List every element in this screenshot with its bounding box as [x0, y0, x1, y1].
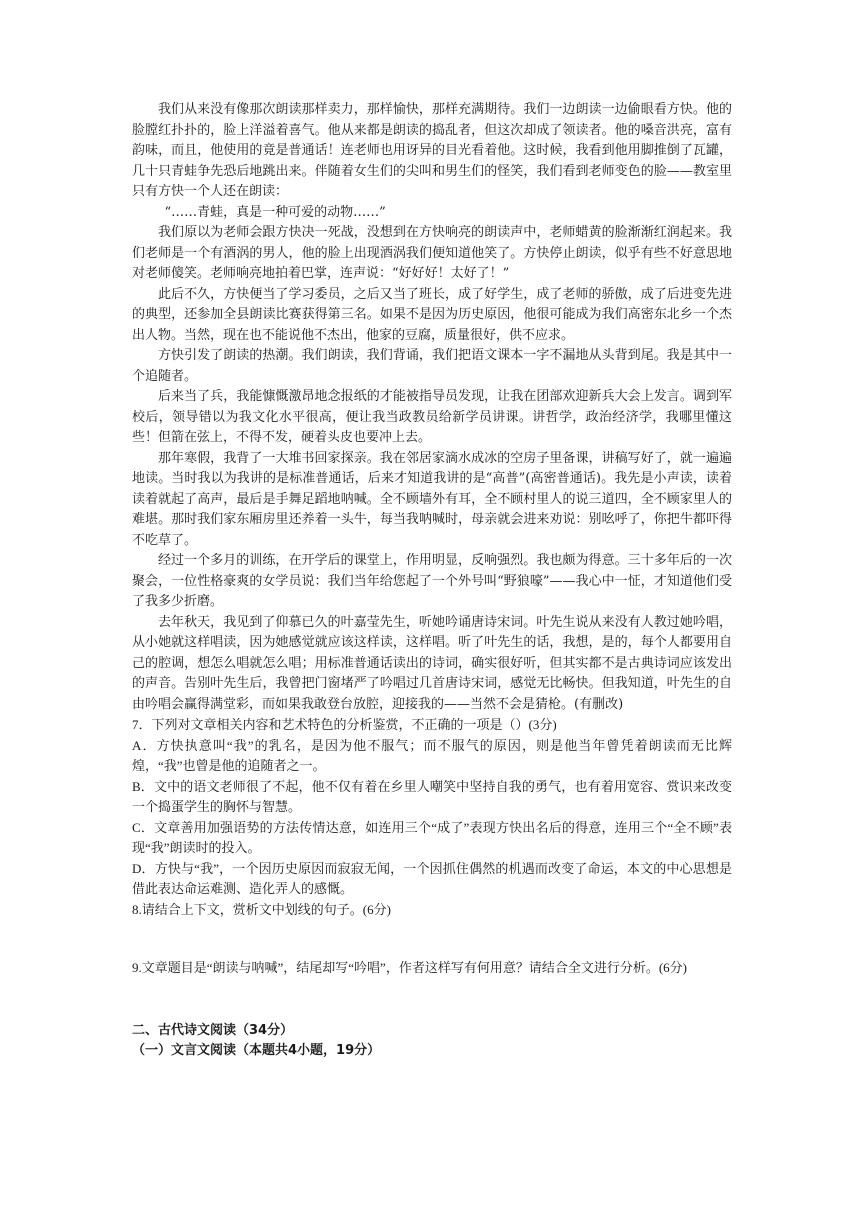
passage-paragraph: 后来当了兵，我能慷慨激昂地念报纸的才能被指导员发现，让我在团部欢迎新兵大会上发言。调到军校后，领导错以为我文化水平很高，便让我当政教员给新学员讲课。讲哲学，政治经济学，我哪里懂这些！但箭在弦上，不得不发，硬着头皮也要冲上去。	[132, 389, 732, 445]
question-7-option-a: A．方快执意叫“我”的乳名，是因为他不服气；而不服气的原因，则是他当年曾凭着朗读而无比辉煌，“我”也曾是他的追随者之一。	[132, 737, 732, 773]
question-7-option-c: C．文章善用加强语势的方法传情达意，如连用三个“成了”表现方快出名后的得意，连用三个“全不顾”表现“我”朗读时的投入。	[132, 819, 732, 855]
answer-space-q9	[132, 979, 732, 1021]
question-7-option-d: D．方快与“我”，一个因历史原因而寂寂无闻，一个因抓住偶然的机遇而改变了命运，本文的中心思想是借此表达命运难测、造化弄人的感慨。	[132, 860, 732, 896]
passage-paragraph: 经过一个多月的训练，在开学后的课堂上，作用明显，反响强烈。我也颇为得意。三十多年后的一次聚会，一位性格豪爽的女学员说：我们当年给您起了一个外号叫“野狼嚎”——我心中一怔，才知道他们受了我多少折磨。	[132, 553, 732, 609]
subsection-heading: （一）文言文阅读（本题共4小题，19分）	[132, 1043, 381, 1058]
question-9: 9.文章题目是“朗读与呐喊”，结尾却写“吟唱”，作者这样写有何用意？请结合全文进行分析。(6分)	[132, 960, 687, 975]
passage-paragraph: 我们从来没有像那次朗读那样卖力，那样愉快，那样充满期待。我们一边朗读一边偷眼看方快。他的脸膛红扑扑的，脸上洋溢着喜气。他从来都是朗读的捣乱者，但这次却成了领读者。他的嗓音洪亮，富有韵味，而且，他使用的竟是普通话！连老师也用讶异的目光看着他。这时候，我看到他用脚推倒了瓦罐，几十只青蛙争先恐后地跳出来。伴随着女生们的尖叫和男生们的怪笑，我们看到老师变色的脸——教室里只有方快一个人还在朗读：	[132, 102, 732, 199]
answer-space-q8	[132, 920, 732, 958]
question-7-option-b: B．文中的语文老师很了不起，他不仅有着在乡里人嘲笑中坚持自我的勇气，也有着用宽容、赏识来改变一个捣蛋学生的胸怀与智慧。	[132, 778, 732, 814]
question-7-stem: 7．下列对文章相关内容和艺术特色的分析鉴赏，不正确的一项是（）(3分)	[132, 717, 557, 732]
passage-paragraph: 我们原以为老师会跟方快决一死战，没想到在方快响亮的朗读声中，老师蜡黄的脸渐渐红润起来。我们老师是一个有酒涡的男人，他的脸上出现酒涡我们便知道他笑了。方快停止朗读，似乎有些不好意思地对老师傻笑。老师响亮地拍着巴掌，连声说：“好好好！太好了！”	[132, 225, 732, 281]
passage-paragraph: 方快引发了朗读的热潮。我们朗读，我们背诵，我们把语文课本一字不漏地从头背到尾。我是其中一个追随者。	[132, 348, 732, 384]
section-heading: 二、古代诗文阅读（34分）	[132, 1022, 294, 1038]
question-8: 8.请结合上下文，赏析文中划线的句子。(6分)	[132, 901, 391, 917]
passage-paragraph: 此后不久，方快便当了学习委员，之后又当了班长，成了好学生，成了老师的骄傲，成了后进变先进的典型，还参加全县朗读比赛获得第三名。如果不是因为历史原因，他很可能成为我们高密东北乡一个杰出人物。当然，现在也不能说他不杰出，他家的豆腐，质量很好，供不应求。	[132, 286, 732, 343]
passage-quote: “……青蛙，真是一种可爱的动物……”	[164, 204, 386, 220]
passage-paragraph: 去年秋天，我见到了仰慕已久的叶嘉莹先生，听她吟诵唐诗宋词。叶先生说从来没有人教过她吟唱，从小她就这样唱读，因为她感觉就应该这样读，这样唱。听了叶先生的话，我想，是的，每个人都要用自己的腔调，想怎么唱就怎么唱；用标准普通话读出的诗词，确实很好听，但其实都不是古典诗词应该发出的声音。告别叶先生后，我曾把门窗堵严了吟唱过几首唐诗宋词，感觉无比畅快。但我知道，叶先生的自由吟唱会赢得满堂彩，而如果我敢登台放腔，迎接我的——当然不会是猜枪。(有删改)	[132, 614, 732, 712]
passage-paragraph: 那年寒假，我背了一大堆书回家探亲。我在邻居家滴水成冰的空房子里备课，讲稿写好了，就一遍遍地读。当时我以为我讲的是标准普通话，后来才知道我讲的是“高普”(高密普通话)。我先是小声读，读着读着就起了高声，最后是手舞足蹈地呐喊。全不顾墙外有耳，全不顾村里人的说三道四，全不顾家里人的难堪。那时我们家东厢房里还养着一头牛，每当我呐喊时，母亲就会进来劝说：别吆呼了，你把牛都吓得不吃草了。	[132, 450, 732, 548]
exam-page	[132, 100, 732, 1062]
